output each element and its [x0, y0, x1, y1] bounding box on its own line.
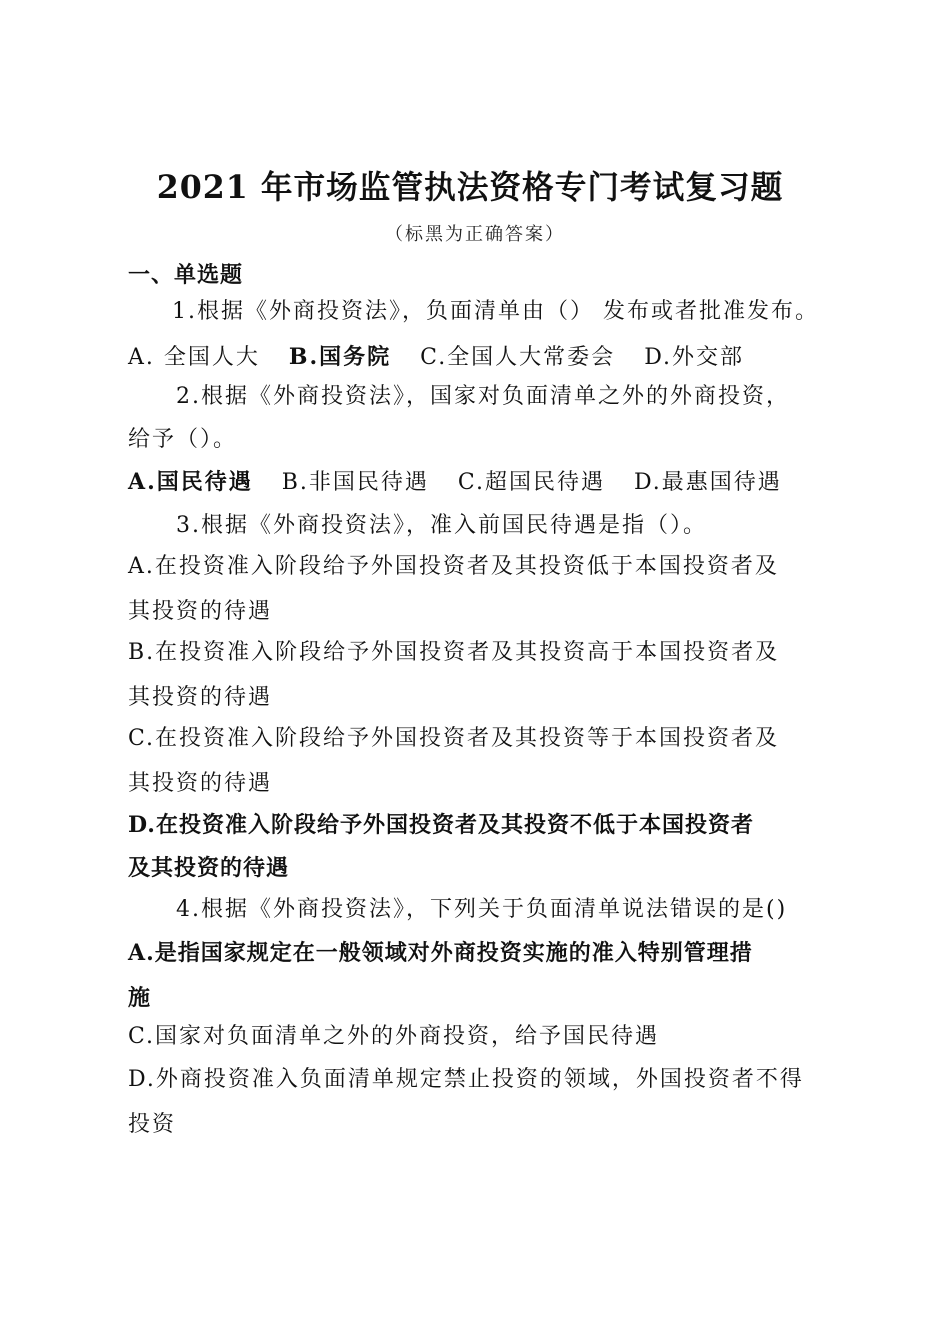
q1-option-c: C.全国人大常委会 — [420, 345, 616, 370]
q4-option-a-correct-line1: A.是指国家规定在一般领域对外商投资实施的准入特别管理措 — [128, 940, 753, 966]
section-heading: 一、单选题 — [128, 262, 244, 288]
question-4-stem: 4.根据《外商投资法》，下列关于负面清单说法错误的是() — [176, 897, 788, 922]
question-1-stem: 1.根据《外商投资法》，负面清单由（） 发布或者批准发布。 — [172, 299, 819, 324]
q2-option-c: C.超国民待遇 — [457, 470, 605, 495]
q3-option-b-line1: B.在投资准入阶段给予外国投资者及其投资高于本国投资者及 — [128, 640, 780, 665]
q2-option-d: D.最惠国待遇 — [633, 470, 782, 495]
q1-option-a: A. 全国人大 — [128, 345, 260, 370]
q3-option-a-line2: 其投资的待遇 — [128, 599, 273, 624]
question-2-stem-line2: 给予（）。 — [128, 427, 238, 452]
question-2-options — [128, 467, 802, 498]
question-3-stem: 3.根据《外商投资法》，准入前国民待遇是指（）。 — [176, 513, 707, 538]
q2-option-a-correct: A.国民待遇 — [128, 469, 253, 495]
q4-option-d-line2: 投资 — [128, 1112, 177, 1137]
q4-option-c-line1: C.国家对负面清单之外的外商投资，给予国民待遇 — [128, 1024, 660, 1049]
q3-option-d-correct-line1: D.在投资准入阶段给予外国投资者及其投资不低于本国投资者 — [128, 812, 754, 838]
q4-option-d-line1: D.外商投资准入负面清单规定禁止投资的领域，外国投资者不得 — [128, 1067, 804, 1092]
page-title: 2021 年市场监管执法资格专门考试复习题 — [156, 168, 784, 206]
q1-option-b-correct: B.国务院 — [288, 344, 392, 370]
q1-option-d: D.外交部 — [644, 345, 745, 370]
q3-option-b-line2: 其投资的待遇 — [128, 685, 273, 710]
q3-option-d-correct-line2: 及其投资的待遇 — [128, 855, 290, 881]
q2-option-b: B.非国民待遇 — [281, 470, 429, 495]
q3-option-c-line2: 其投资的待遇 — [128, 771, 273, 796]
question-2-stem-line1: 2.根据《外商投资法》，国家对负面清单之外的外商投资， — [176, 384, 790, 409]
q4-option-a-correct-line2: 施 — [128, 985, 152, 1011]
q3-option-c-line1: C.在投资准入阶段给予外国投资者及其投资等于本国投资者及 — [128, 726, 780, 751]
q3-option-a-line1: A.在投资准入阶段给予外国投资者及其投资低于本国投资者及 — [128, 554, 779, 579]
question-1-options — [128, 342, 764, 373]
page-subtitle: （标黑为正确答案） — [385, 224, 565, 245]
